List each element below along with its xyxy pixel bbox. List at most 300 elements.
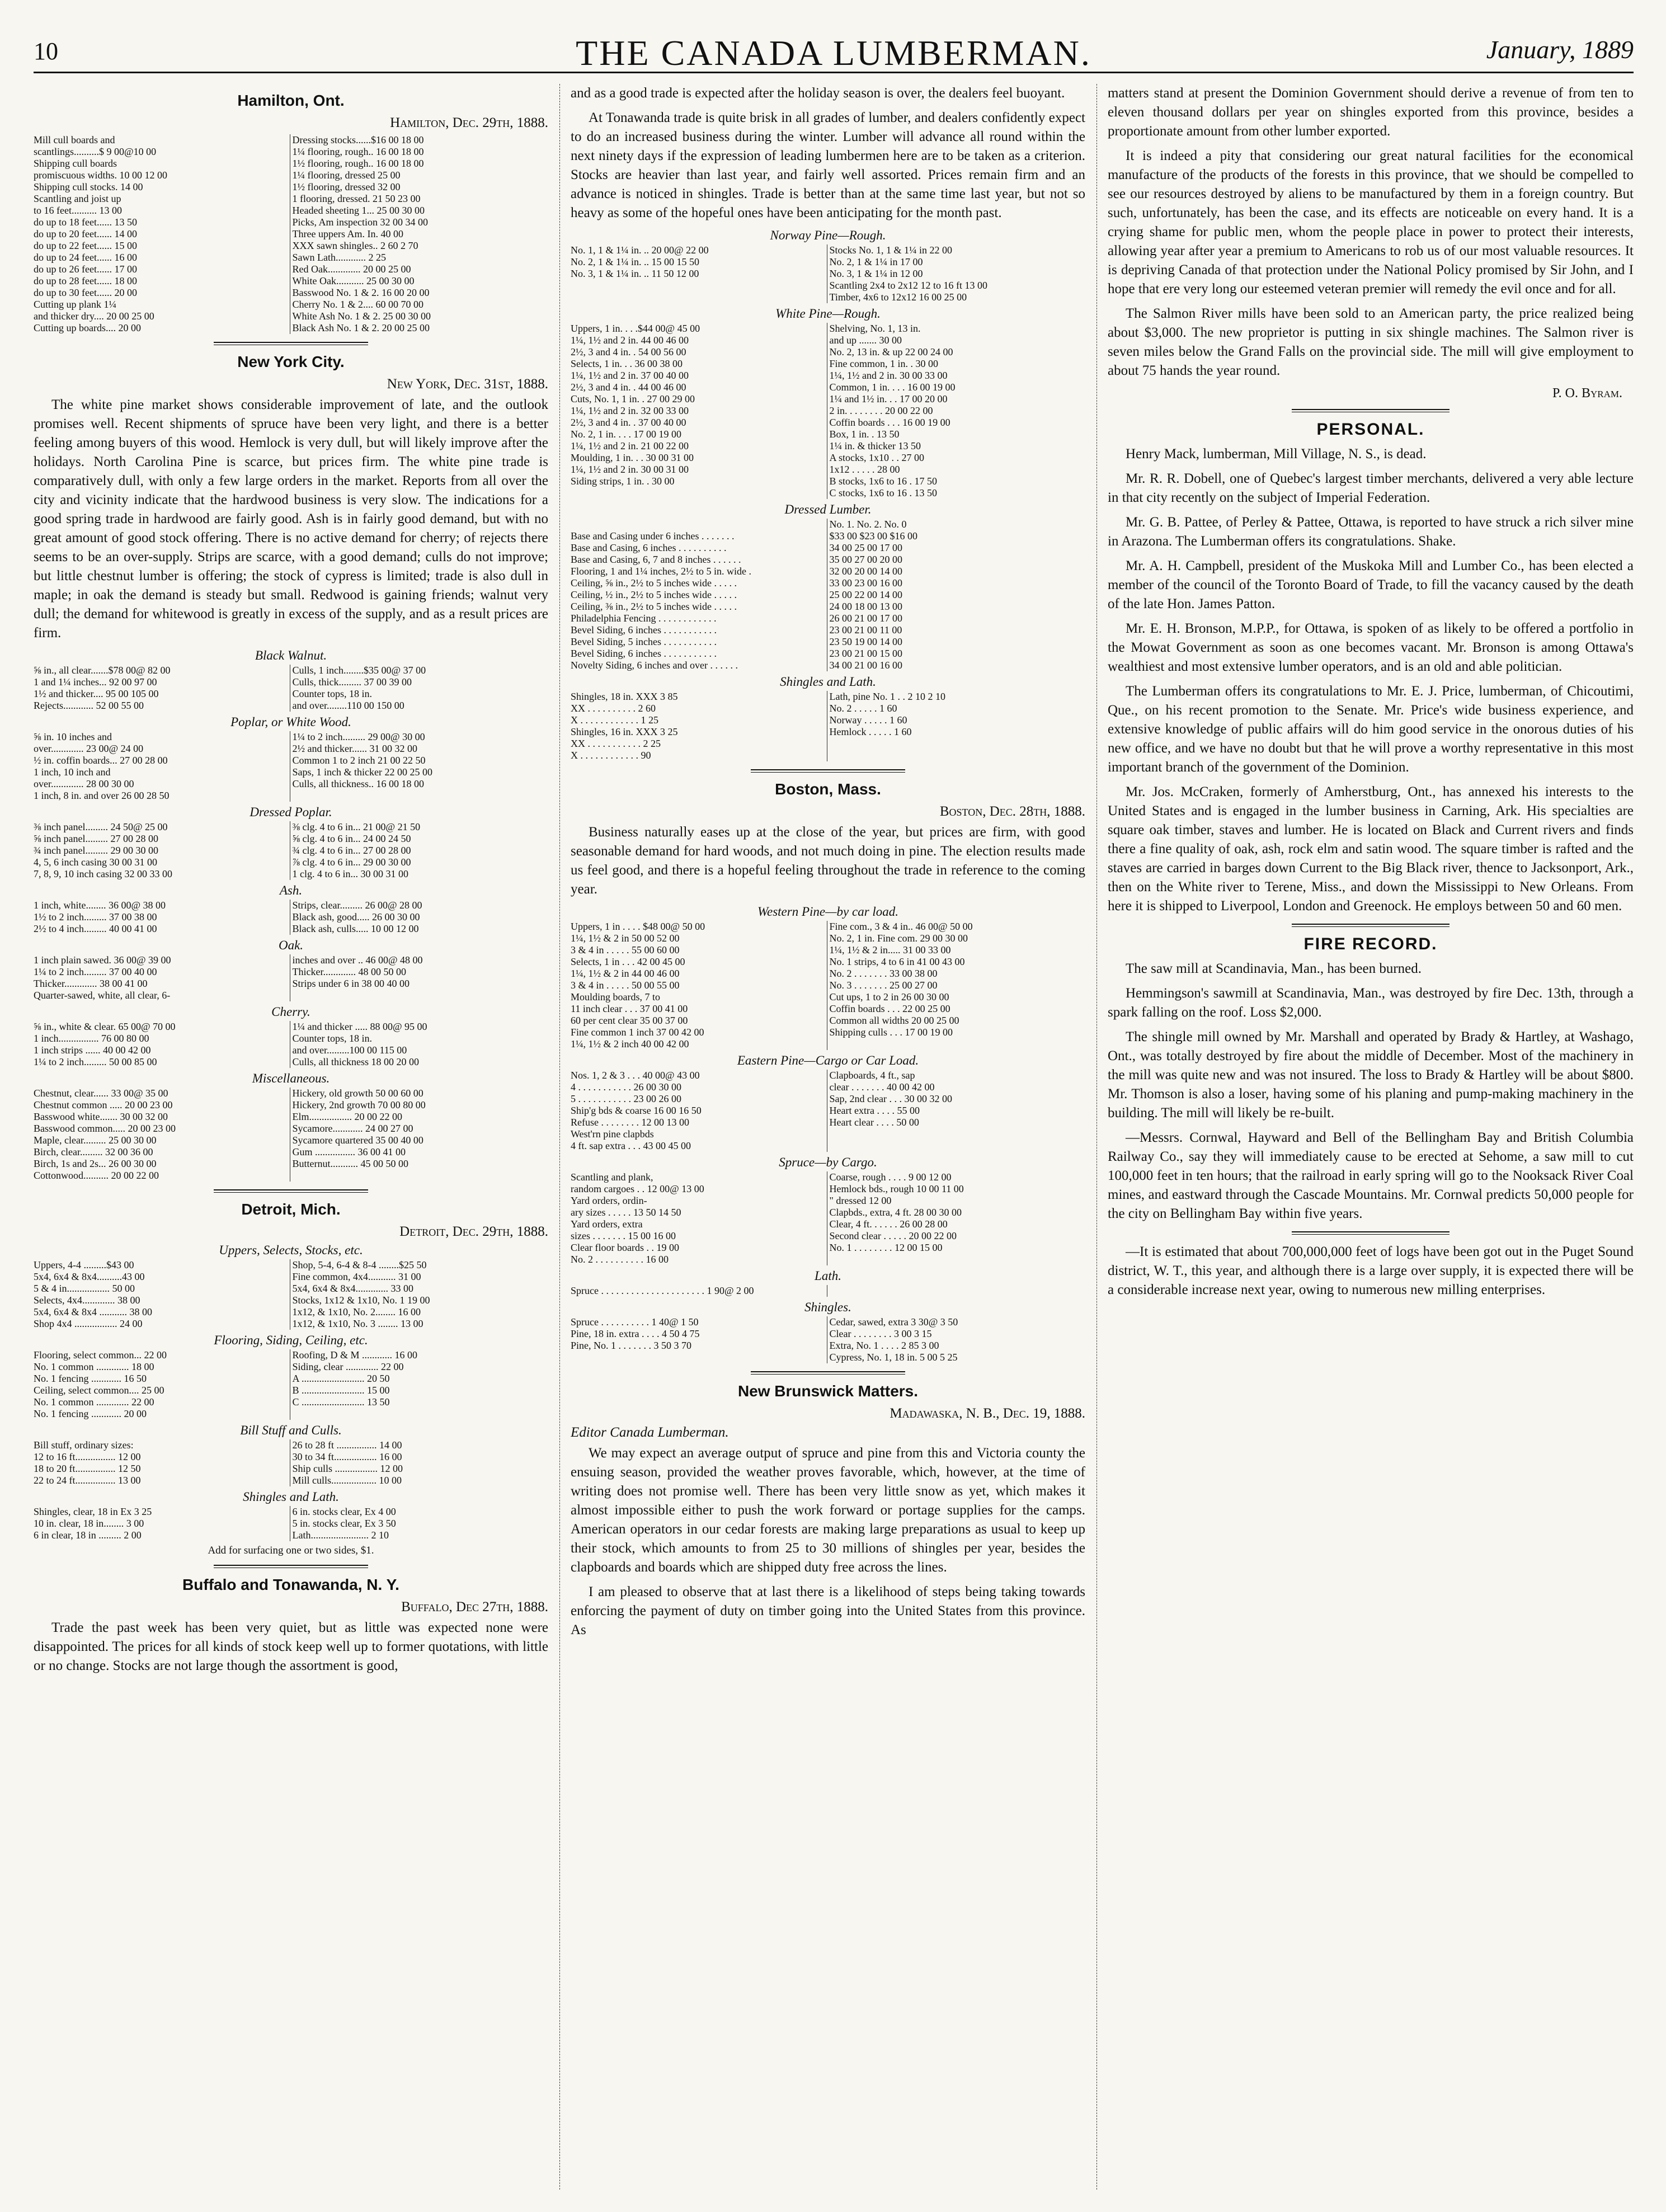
price-cell-left: Scantling and plank, <box>571 1171 653 1183</box>
news-item: —Messrs. Cornwal, Hayward and Bell of the Bellingham Bay and British Columbia Railway Co., say they will immediately cause to be erected at Sehome, a saw mill to cut 100,000 feet in ten hours; that the railroad in early spring will go to the Nooksack River Coal mines, and eastward through the Cascade Mountains. Mr. Cornwal predicts 50,000 people for the city on Bellingham Bay within five years. <box>1108 1130 1634 1221</box>
newbrunswick-continued: matters stand at present the Dominion Government should derive a revenue of from ten to eleven thousand dollars per year on shingles exported from this province, besides a proportionate amount from other lumber exported. <box>1108 86 1634 139</box>
price-row <box>571 714 1085 726</box>
price-cell-left: do up to 20 feet...... 14 00 <box>34 228 137 239</box>
personal-items <box>1108 445 1634 916</box>
price-cell-right <box>827 750 1086 761</box>
boston-dateline: Boston, Dec. 28th, 1888. <box>939 804 1085 819</box>
price-cell-left: do up to 30 feet...... 20 00 <box>34 287 137 298</box>
personal-header: PERSONAL. <box>1316 420 1425 439</box>
price-row <box>571 417 1085 429</box>
price-subheader: Uppers, Selects, Stocks, etc. <box>219 1243 363 1257</box>
price-row <box>34 1170 548 1182</box>
price-row <box>34 954 548 966</box>
price-cell-left: Pine, No. 1 . . . . . . . 3 50 3 70 <box>571 1340 691 1351</box>
price-cell-right: Black ash, culls..... 10 00 12 00 <box>290 923 549 935</box>
price-cell-right: Cherry No. 1 & 2.... 60 00 70 00 <box>290 299 549 310</box>
price-row <box>34 688 548 700</box>
price-row <box>34 923 548 935</box>
price-cell-left: Uppers, 4-4 .........$43 00 <box>34 1259 134 1270</box>
price-table <box>571 323 1085 499</box>
news-item: The Lumberman offers its congratulations to Mr. E. J. Price, lumberman, of Chicoutimi, Que., on his recent promotion to the Senate. Mr. Price's wide business experience, and extensive knowledge of public affairs will do him good service in the onorous duties of his new office, and we have no doubt but that he will prove a worthy representative in this most important branch of the government of the Dominion. <box>1108 684 1634 775</box>
price-cell-right: XXX sawn shingles.. 2 60 2 70 <box>290 240 549 252</box>
price-table <box>34 1506 548 1541</box>
price-table <box>34 900 548 935</box>
price-cell-right: Common all widths 20 00 25 00 <box>827 1015 1086 1027</box>
column-middle <box>571 84 1085 2195</box>
price-cell-right: inches and over .. 46 00@ 48 00 <box>290 954 549 966</box>
tonawanda-report: At Tonawanda trade is quite brisk in all grades of lumber, and dealers confidently expect to do an increased business during the winter. Lumber will advance all round within the next ninety days if the expression of leading lumbermen here are to be taken as a criterion. Stocks are heavier than last year, and fairly well assorted. Prices remain firm and an advance is noticed in shingles. Trade is better than at the same time last year, but not so heavy as some of the hopeful ones have been anticipating for the month past. <box>571 110 1085 220</box>
detroit-dateline: Detroit, Dec. 29th, 1888. <box>399 1224 548 1239</box>
price-row <box>571 738 1085 750</box>
price-cell-right: Timber, 4x6 to 12x12 16 00 25 00 <box>827 291 1086 303</box>
price-cell-left: 4, 5, 6 inch casing 30 00 31 00 <box>34 856 157 868</box>
price-cell-left: do up to 28 feet...... 18 00 <box>34 275 137 286</box>
price-cell-right <box>827 1140 1086 1152</box>
fire-record-header: FIRE RECORD. <box>1303 935 1438 953</box>
section-separator <box>214 1189 368 1193</box>
price-row <box>34 731 548 743</box>
price-cell-left: Mill cull boards and <box>34 134 115 145</box>
price-row <box>571 1218 1085 1230</box>
price-cell-left: Nos. 1, 2 & 3 . . . 40 00@ 43 00 <box>571 1070 700 1081</box>
price-row <box>34 766 548 778</box>
price-row <box>34 134 548 146</box>
price-cell-right: C stocks, 1x6 to 16 . 13 50 <box>827 487 1086 499</box>
price-row <box>34 978 548 990</box>
price-cell-left: Thicker............. 38 00 41 00 <box>34 978 148 989</box>
price-cell-right: Shipping culls . . . 17 00 19 00 <box>827 1027 1086 1038</box>
price-cell-right: 23 00 21 00 11 00 <box>827 624 1086 636</box>
news-item: Mr. Jos. McCraken, formerly of Amherstburg, Ont., has annexed his interests to the United States and is engaged in the lumber business in Carning, Ark. His specialties are square oak timber, staves and lumber. He is located on Black and Current rivers and finds there a fine quality of oak, ash, rock elm and satin wood. The square timber is rafted and the staves are carried in barges down Current to the Big Black river, thence to Jacksonport, Ark., then on the White river to Terene, Miss., and down the Mississippi to New Orleans. From here it is shipped to Liverpool, London and Greenock. He employs between 50 and 60 men. <box>1108 784 1634 914</box>
price-cell-right: C ......................... 13 50 <box>290 1396 549 1408</box>
section-separator <box>1292 409 1449 412</box>
price-cell-right: ⅞ clg. 4 to 6 in... 29 00 30 00 <box>290 856 549 868</box>
price-cell-left: No. 1 fencing ............ 20 00 <box>34 1408 147 1419</box>
price-cell-right: Hemlock bds., rough 10 00 11 00 <box>827 1183 1086 1195</box>
price-cell-left: 1¼ to 2 inch......... 37 00 40 00 <box>34 966 157 977</box>
price-table <box>571 1316 1085 1363</box>
price-row <box>571 1195 1085 1207</box>
price-cell-right: Hickery, old growth 50 00 60 00 <box>290 1088 549 1099</box>
price-row <box>571 968 1085 980</box>
price-row <box>34 1135 548 1146</box>
buffalo-header: Buffalo and Tonawanda, N. Y. <box>182 1576 399 1593</box>
price-cell-left <box>571 519 827 530</box>
section-separator <box>751 1371 905 1375</box>
price-row <box>34 990 548 1001</box>
price-cell-right: 5x4, 6x4 & 8x4............. 33 00 <box>290 1283 549 1295</box>
price-cell-left: 1¼, 1½ & 2 inch 40 00 42 00 <box>571 1038 689 1049</box>
price-row <box>571 291 1085 303</box>
price-cell-left: and thicker dry.... 20 00 25 00 <box>34 310 154 322</box>
price-cell-left: 2½, 3 and 4 in. . 54 00 56 00 <box>571 346 686 357</box>
price-cell-left: ½ in. coffin boards... 27 00 28 00 <box>34 755 168 766</box>
price-subheader: Oak. <box>278 938 304 952</box>
price-row <box>571 1128 1085 1140</box>
price-row <box>34 1271 548 1283</box>
price-row <box>34 1373 548 1385</box>
price-cell-left: over............. 28 00 30 00 <box>34 778 134 789</box>
price-cell-right: Sap, 2nd clear . . . 30 00 32 00 <box>827 1093 1086 1105</box>
price-cell-left: ⅜ inch panel......... 24 50@ 25 00 <box>34 821 168 832</box>
price-row <box>571 1105 1085 1117</box>
price-cell-right: No. 1 strips, 4 to 6 in 41 00 43 00 <box>827 956 1086 968</box>
newbrunswick-dateline: Madawaska, N. B., Dec. 19, 1888. <box>890 1406 1085 1421</box>
price-cell-left: Scantling and joist up <box>34 193 121 204</box>
price-cell-right: Sycamore............ 24 00 27 00 <box>290 1123 549 1135</box>
price-row <box>571 660 1085 671</box>
news-item: Mr. G. B. Pattee, of Perley & Pattee, Ottawa, is reported to have struck a rich silver mine in Arazona. The Lumberman offers its congratulations. Shake. <box>1108 515 1634 549</box>
section-separator <box>214 1565 368 1568</box>
price-cell-left: sizes . . . . . . . 15 00 16 00 <box>571 1230 676 1241</box>
price-cell-left: 1 inch, white........ 36 00@ 38 00 <box>34 900 166 911</box>
price-cell-right: 6 in. stocks clear, Ex 4 00 <box>290 1506 549 1518</box>
price-cell-left: 1¼, 1½ & 2 in 50 00 52 00 <box>571 933 680 944</box>
price-cell-right: B stocks, 1x6 to 16 . 17 50 <box>827 476 1086 487</box>
price-row <box>34 1259 548 1271</box>
price-cell-left: Shingles, 18 in. XXX 3 85 <box>571 691 678 702</box>
price-row <box>34 833 548 845</box>
price-row <box>571 1140 1085 1152</box>
price-cell-right: Fine com., 3 & 4 in.. 46 00@ 50 00 <box>827 921 1086 933</box>
price-cell-left: 1 and 1¼ inches... 92 00 97 00 <box>34 676 157 688</box>
price-cell-left: ary sizes . . . . . 13 50 14 50 <box>571 1207 681 1218</box>
price-cell-right: 1¼ in. & thicker 13 50 <box>827 440 1086 452</box>
price-cell-right: Hickery, 2nd growth 70 00 80 00 <box>290 1099 549 1111</box>
price-row <box>571 393 1085 405</box>
price-row <box>34 966 548 978</box>
price-cell-right: Lath, pine No. 1 . . 2 10 2 10 <box>827 691 1086 703</box>
price-row <box>34 1475 548 1486</box>
price-row <box>34 1518 548 1529</box>
price-table <box>34 821 548 880</box>
price-subheader: Norway Pine—Rough. <box>770 228 886 242</box>
price-row <box>34 310 548 322</box>
price-cell-left: 1¼, 1½ and 2 in. 44 00 46 00 <box>571 335 689 346</box>
price-cell-left: Rejects............ 52 00 55 00 <box>34 700 144 711</box>
price-row <box>571 1093 1085 1105</box>
price-cell-left: No. 1 fencing ............ 16 50 <box>34 1373 147 1384</box>
price-cell-right: No. 2, 13 in. & up 22 00 24 00 <box>827 346 1086 358</box>
price-row <box>34 1396 548 1408</box>
price-subheader: Shingles. <box>804 1300 851 1314</box>
price-cell-right: Headed sheeting 1... 25 00 30 00 <box>290 205 549 217</box>
price-row <box>34 845 548 856</box>
price-cell-left: 2½, 3 and 4 in. . 44 00 46 00 <box>571 382 686 393</box>
price-row <box>571 601 1085 613</box>
price-cell-right: Three uppers Am. In. 40 00 <box>290 228 549 240</box>
price-cell-left: Bill stuff, ordinary sizes: <box>34 1439 134 1451</box>
price-cell-left: Ceiling, ⅝ in., 2½ to 5 inches wide . . . . . <box>571 577 737 589</box>
price-row <box>34 158 548 170</box>
price-cell-right: Saps, 1 inch & thicker 22 00 25 00 <box>290 766 549 778</box>
price-subheader: Shingles and Lath. <box>243 1490 339 1504</box>
price-cell-left: No. 2, 1 in. . . . 17 00 19 00 <box>571 429 681 440</box>
boston-header: Boston, Mass. <box>775 780 881 798</box>
price-row <box>571 280 1085 291</box>
price-cell-right: 1½ flooring, rough.. 16 00 18 00 <box>290 158 549 170</box>
price-subheader: Dressed Lumber. <box>784 502 872 516</box>
price-cell-left: Basswood common..... 20 00 23 00 <box>34 1123 176 1134</box>
price-cell-right: Black Ash No. 1 & 2. 20 00 25 00 <box>290 322 549 334</box>
price-cell-left: No. 1, 1 & 1¼ in. .. 20 00@ 22 00 <box>571 244 709 256</box>
price-cell-left: Cutting up plank 1¼ <box>34 299 116 310</box>
price-cell-left: ⅝ in., all clear.......$78 00@ 82 00 <box>34 665 171 676</box>
news-item: The shingle mill owned by Mr. Marshall and operated by Brady & Hartley, at Washago, Ont., was totally destroyed by fire about the middle of December. Most of the machinery in the mill was quite new and was not insured. The loss to Brady & Hartley will be about $800. Mr. Thomson is also a loser, having some of his planing and pump-making machinery in the building. The mill will likely be re-built. <box>1108 1029 1634 1121</box>
price-cell-left <box>571 487 827 499</box>
price-cell-left: do up to 22 feet...... 15 00 <box>34 240 137 251</box>
price-cell-right: Culls, all thickness 18 00 20 00 <box>290 1056 549 1068</box>
newspaper-title: THE CANADA LUMBERMAN. <box>576 33 1091 73</box>
price-cell-left: Ceiling, ⅜ in., 2½ to 5 inches wide . . . . . <box>571 601 737 612</box>
price-row <box>571 335 1085 346</box>
section-separator <box>751 769 905 773</box>
price-row <box>571 382 1085 393</box>
price-cell-right <box>290 790 549 802</box>
price-cell-right: Shop, 5-4, 6-4 & 8-4 ........$25 50 <box>290 1259 549 1271</box>
price-cell-right: clear . . . . . . . 40 00 42 00 <box>827 1081 1086 1093</box>
price-cell-left: 1½ and thicker.... 95 00 105 00 <box>34 688 159 699</box>
price-cell-left: 5 & 4 in................. 50 00 <box>34 1283 135 1294</box>
price-row <box>571 1230 1085 1242</box>
price-cell-right: Lath....................... 2 10 <box>290 1529 549 1541</box>
price-row <box>571 1316 1085 1328</box>
price-row <box>571 476 1085 487</box>
price-row <box>34 1451 548 1463</box>
price-cell-left: do up to 18 feet...... 13 50 <box>34 217 137 228</box>
price-row <box>571 1183 1085 1195</box>
price-cell-left: 1 inch................ 76 00 80 00 <box>34 1033 149 1044</box>
price-cell-right: 1x12, & 1x10, No. 2........ 16 00 <box>290 1306 549 1318</box>
price-cell-right: Thicker............. 48 00 50 00 <box>290 966 549 978</box>
price-subheader: Miscellaneous. <box>252 1071 330 1085</box>
price-row <box>571 1254 1085 1265</box>
price-column-headers: No. 1. No. 2. No. 0 <box>827 519 1086 530</box>
price-row <box>571 370 1085 382</box>
price-cell-right: 1¼, 1½ & 2 in..... 31 00 33 00 <box>827 944 1086 956</box>
price-cell-left: XX . . . . . . . . . . . 2 25 <box>571 738 661 749</box>
price-row <box>34 287 548 299</box>
price-row <box>571 244 1085 256</box>
section-separator <box>214 342 368 345</box>
price-table <box>34 1349 548 1420</box>
price-cell-right: Cedar, sawed, extra 3 30@ 3 50 <box>827 1316 1086 1328</box>
page-number: 10 <box>34 37 58 65</box>
price-row <box>571 256 1085 268</box>
price-cell-left: Uppers, 1 in . . . . $48 00@ 50 00 <box>571 921 705 932</box>
price-cell-right: Red Oak............. 20 00 25 00 <box>290 263 549 275</box>
price-cell-right: Gum ................ 36 00 41 00 <box>290 1146 549 1158</box>
price-cell-left: ⅝ inch panel......... 27 00 28 00 <box>34 833 158 844</box>
price-cell-right: 1¼ and thicker ..... 88 00@ 95 00 <box>290 1021 549 1033</box>
price-cell-left: Ceiling, select common.... 25 00 <box>34 1385 164 1396</box>
price-cell-left: 1¼, 1½ and 2 in. 30 00 31 00 <box>571 464 689 475</box>
price-row <box>34 1123 548 1135</box>
price-subheader: Black Walnut. <box>255 648 327 662</box>
price-cell-right: ¾ clg. 4 to 6 in... 27 00 28 00 <box>290 845 549 856</box>
price-row <box>571 933 1085 944</box>
price-row <box>571 405 1085 417</box>
price-cell-right: A stocks, 1x10 . . 27 00 <box>827 452 1086 464</box>
price-row <box>571 956 1085 968</box>
price-cell-right: Roofing, D & M ............ 16 00 <box>290 1349 549 1361</box>
price-row <box>34 1111 548 1123</box>
news-item: Mr. A. H. Campbell, president of the Muskoka Mill and Lumber Co., has been elected a member of the council of the Toronto Board of Trade, to fill the vacancy caused by the death of the late Hon. James Patton. <box>1108 558 1634 611</box>
price-cell-left: No. 2, 1 & 1¼ in. .. 15 00 15 50 <box>571 256 700 267</box>
price-row <box>34 778 548 790</box>
price-cell-left: 1 inch strips ...... 40 00 42 00 <box>34 1044 151 1056</box>
price-cell-right: Coarse, rough . . . . 9 00 12 00 <box>827 1171 1086 1183</box>
price-cell-right: Culls, 1 inch........$35 00@ 37 00 <box>290 665 549 676</box>
price-cell-left: Refuse . . . . . . . . 12 00 13 00 <box>571 1117 689 1128</box>
price-row <box>34 170 548 181</box>
price-cell-left: 1¼, 1½ and 2 in. 21 00 22 00 <box>571 440 689 451</box>
price-cell-right: Hemlock . . . . . 1 60 <box>827 726 1086 738</box>
masthead <box>34 22 1634 76</box>
price-cell-left: 1¼, 1½ and 2 in. 32 00 33 00 <box>571 405 689 416</box>
price-cell-left: Cottonwood.......... 20 00 22 00 <box>34 1170 159 1181</box>
price-note: Add for surfacing one or two sides, $1. <box>208 1545 374 1556</box>
price-row <box>571 346 1085 358</box>
price-cell-left: Selects, 1 in. . . 36 00 38 00 <box>571 358 683 369</box>
price-cell-right: 25 00 22 00 14 00 <box>827 589 1086 601</box>
newbrunswick-continued: It is indeed a pity that considering our great natural facilities for the economical manufacture of the products of the forests in this province, that we should be compelled to see our resources destroyed by aliens to be manufactured by them in a foreign country. But such, unfortunately, has been the case, and its effects are noticeable on every hand. It is a crying shame for public men, whom the people place in power to protect their interests, allowing year after year a premium to Americans to rob us of our most valuable resources. It is depriving Canada of that protection under the National Policy promised by Sir John, and I hope that ere very long our esteemed veteran premier will remedy the evil once and for all. <box>1108 148 1634 296</box>
price-row <box>571 1352 1085 1363</box>
price-row <box>571 487 1085 499</box>
price-cell-left: 3 & 4 in . . . . . 50 00 55 00 <box>571 980 680 991</box>
price-cell-right: Scantling 2x4 to 2x12 12 to 16 ft 13 00 <box>827 280 1086 291</box>
price-cell-right: Elm................. 20 00 22 00 <box>290 1111 549 1123</box>
price-cell-right: Clapboards, 4 ft., sap <box>827 1070 1086 1081</box>
price-row <box>571 636 1085 648</box>
price-cell-left: 5x4, 6x4 & 8x4 ........... 38 00 <box>34 1306 153 1317</box>
price-subheader: Spruce—by Cargo. <box>779 1155 877 1169</box>
price-cell-right: 1¼, 1½ and 2 in. 30 00 33 00 <box>827 370 1086 382</box>
price-cell-left: Ceiling, ½ in., 2½ to 5 inches wide . . . . . <box>571 589 737 600</box>
price-row <box>571 1340 1085 1352</box>
price-table <box>571 519 1085 671</box>
price-cell-left: Fine common 1 inch 37 00 42 00 <box>571 1027 704 1038</box>
price-cell-left: No. 1 common ............. 18 00 <box>34 1361 154 1372</box>
price-row <box>34 1044 548 1056</box>
price-table <box>571 921 1085 1050</box>
price-cell-right: Basswood No. 1 & 2. 16 00 20 00 <box>290 287 549 299</box>
price-row <box>571 1117 1085 1128</box>
price-cell-left: No. 2 . . . . . . . . . . 16 00 <box>571 1254 669 1265</box>
price-row <box>34 1529 548 1541</box>
price-table <box>571 1285 1085 1297</box>
price-row <box>571 750 1085 761</box>
price-cell-left: Yard orders, extra <box>571 1218 643 1230</box>
price-row <box>34 1306 548 1318</box>
price-cell-right: 2½ and thicker...... 31 00 32 00 <box>290 743 549 755</box>
price-row <box>571 542 1085 554</box>
price-cell-left: scantlings..........$ 9 00@10 00 <box>34 146 157 157</box>
price-row <box>571 1003 1085 1015</box>
price-cell-left: 4 ft. sap extra . . . 43 00 45 00 <box>571 1140 691 1151</box>
price-row <box>34 856 548 868</box>
price-row <box>34 322 548 334</box>
price-cell-left: Bevel Siding, 5 inches . . . . . . . . . . . <box>571 636 717 647</box>
price-cell-right: $33 00 $23 00 $16 00 <box>827 530 1086 542</box>
news-item: Mr. R. R. Dobell, one of Quebec's largest timber merchants, delivered a very able lecture in that city recently on the subject of Imperial Federation. <box>1108 471 1634 505</box>
price-subheader: Lath. <box>815 1269 841 1283</box>
price-cell-left: 4 . . . . . . . . . . . 26 00 30 00 <box>571 1081 681 1093</box>
newyork-report: The white pine market shows considerable improvement of late, and the outlook promises well. Recent shipments of spruce have been very light, and there is a better feeling among buyers of this wood. Hemlock is very dull, but will likely improve after the holidays. North Carolina Pine is scarce, but prices firm. The white pine trade is comparatively dull, with only a few large orders in the market. Reports from all over the city and vicinity indicate that the hardwood business is very slow. The indications for a good spring trade in hardwood are fairly good. Ash is in fairly good demand, but with no great amount of good stock offering. There is no active demand for cherry; of rejects there seems to be an over-supply. Strips are scarce, with a good demand; culls do not improve; but little chestnut lumber is offering; the stock of cypress is limited; trade is also dull in maple; in oak the demand is steady but small. Redwood is gaining friends; walnut very dull; the demand for whitewood is greatly in excess of the supply, and as a result prices are firm. <box>34 397 548 641</box>
column-divider <box>1096 84 1097 2190</box>
price-cell-left: Shipping cull stocks. 14 00 <box>34 181 143 192</box>
price-table <box>571 1070 1085 1152</box>
price-cell-left: Bevel Siding, 6 inches . . . . . . . . . . . <box>571 648 717 659</box>
price-cell-left: Spruce . . . . . . . . . . 1 40@ 1 50 <box>571 1316 699 1328</box>
price-row <box>34 1349 548 1361</box>
price-row <box>34 1361 548 1373</box>
price-row <box>571 1027 1085 1038</box>
price-row <box>571 944 1085 956</box>
price-cell-right: 30 to 34 ft................. 16 00 <box>290 1451 549 1463</box>
price-row <box>34 868 548 880</box>
price-cell-right: and up ....... 30 00 <box>827 335 1086 346</box>
price-subheader: Ash. <box>279 883 303 897</box>
price-cell-right: Strips, clear......... 26 00@ 28 00 <box>290 900 549 911</box>
price-cell-left: Quarter-sawed, white, all clear, 6- <box>34 990 171 1001</box>
price-cell-left: Chestnut common ..... 20 00 23 00 <box>34 1099 173 1110</box>
price-cell-left: Base and Casing under 6 inches . . . . . . . <box>571 530 735 542</box>
price-cell-right: Culls, all thickness.. 16 00 18 00 <box>290 778 549 790</box>
price-cell-right: Stocks No. 1, 1 & 1¼ in 22 00 <box>827 244 1086 256</box>
price-cell-left: Maple, clear......... 25 00 30 00 <box>34 1135 157 1146</box>
column-divider <box>559 84 560 2190</box>
price-subheader: Cherry. <box>271 1005 310 1019</box>
price-cell-right: Counter tops, 18 in. <box>290 1033 549 1044</box>
price-row <box>34 1021 548 1033</box>
price-cell-right <box>827 1038 1086 1050</box>
price-cell-left: over............. 23 00@ 24 00 <box>34 743 144 754</box>
price-cell-right: Common, 1 in. . . . 16 00 19 00 <box>827 382 1086 393</box>
price-cell-right: and over........110 00 150 00 <box>290 700 549 712</box>
price-row <box>571 452 1085 464</box>
price-cell-right: Counter tops, 18 in. <box>290 688 549 700</box>
price-cell-right: ⅝ clg. 4 to 6 in... 24 00 24 50 <box>290 833 549 845</box>
price-row <box>571 1242 1085 1254</box>
price-cell-left: 1¼ to 2 inch......... 50 00 85 00 <box>34 1056 157 1067</box>
price-row <box>571 530 1085 542</box>
price-cell-right: 26 00 21 00 17 00 <box>827 613 1086 624</box>
newbrunswick-salutation: Editor Canada Lumberman. <box>571 1425 729 1440</box>
price-cell-right <box>290 990 549 1001</box>
price-row <box>571 921 1085 933</box>
hamilton-price-table <box>34 134 548 334</box>
price-row <box>571 1015 1085 1027</box>
price-cell-left: 1½ to 2 inch......... 37 00 38 00 <box>34 911 157 923</box>
price-cell-right: 26 to 28 ft ................ 14 00 <box>290 1439 549 1451</box>
price-cell-left: Shingles, clear, 18 in Ex 3 25 <box>34 1506 152 1517</box>
price-cell-left: Selects, 1 in . . . 42 00 45 00 <box>571 956 685 967</box>
price-cell-left: promiscuous widths. 10 00 12 00 <box>34 170 168 181</box>
price-cell-left: Flooring, select common... 22 00 <box>34 1349 167 1361</box>
price-cell-right: " dressed 12 00 <box>827 1195 1086 1207</box>
price-row <box>571 624 1085 636</box>
price-cell-right: Ship culls ................. 12 00 <box>290 1463 549 1475</box>
price-cell-left: Bevel Siding, 6 inches . . . . . . . . . . . <box>571 624 717 636</box>
price-cell-right: No. 3, 1 & 1¼ in 12 00 <box>827 268 1086 280</box>
price-row <box>571 464 1085 476</box>
price-cell-left: Spruce . . . . . . . . . . . . . . . . . . . . . 1 90@ 2 00 <box>571 1285 754 1296</box>
price-row <box>34 146 548 158</box>
price-row <box>34 193 548 205</box>
price-cell-right: Shelving, No. 1, 13 in. <box>827 323 1086 335</box>
price-row <box>571 726 1085 738</box>
